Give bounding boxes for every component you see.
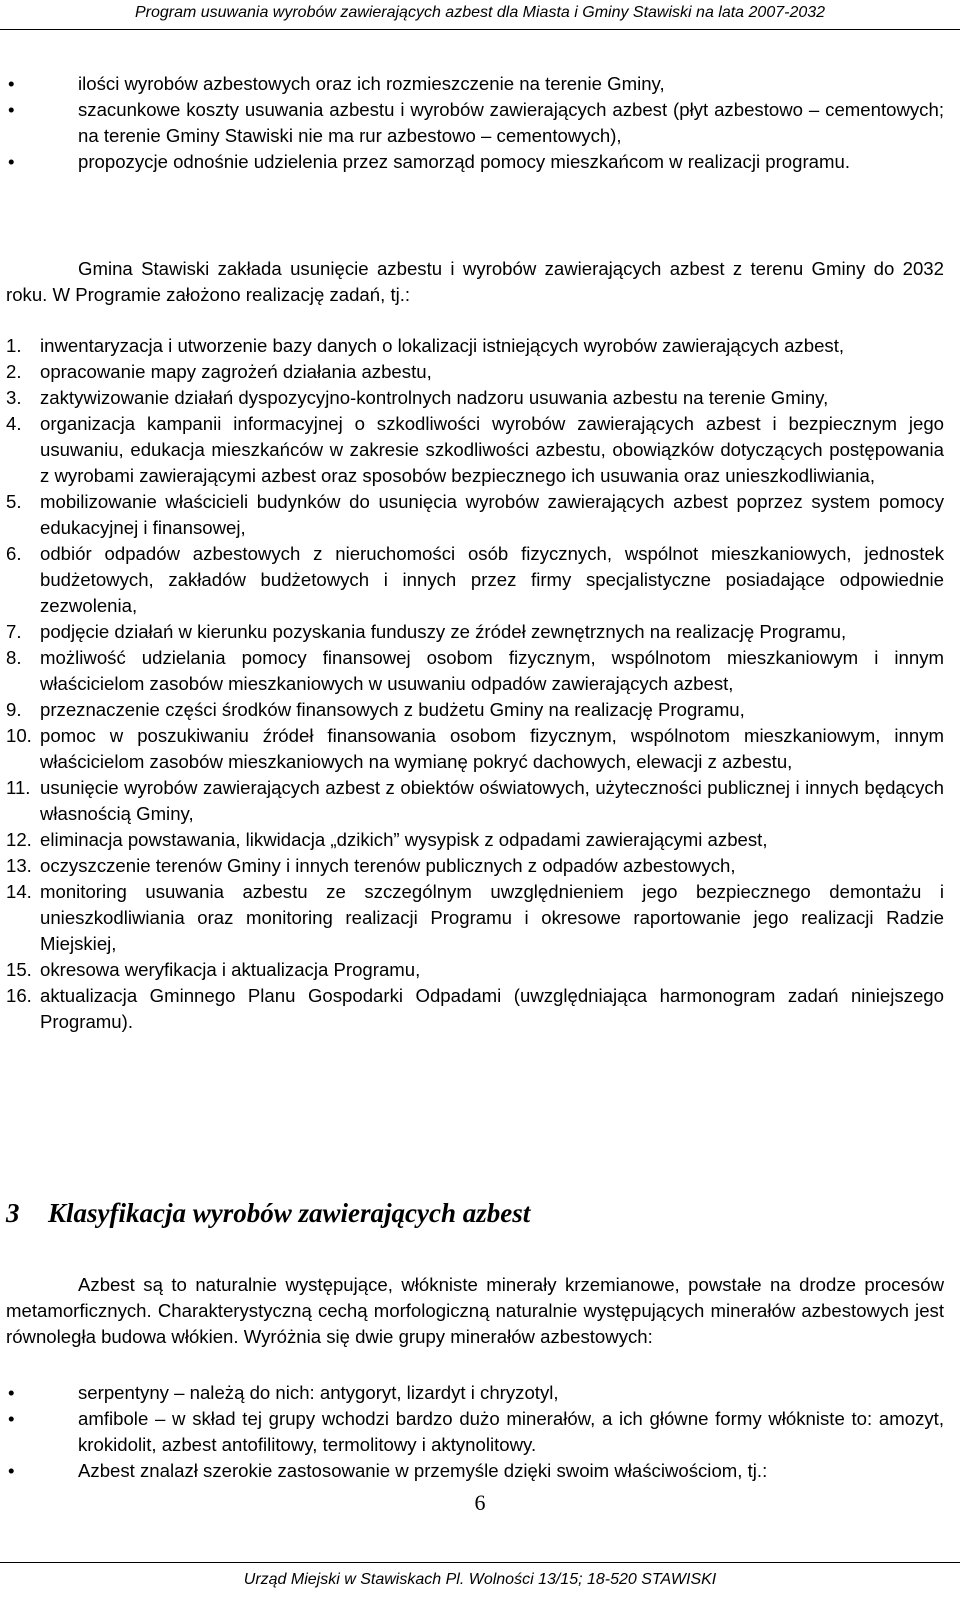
list-item-text: zaktywizowanie działań dyspozycyjno-kontrolnych nadzoru usuwania azbestu na terenie Gminy, <box>40 387 829 408</box>
list-item <box>6 957 944 983</box>
list-item-number: 12. <box>6 829 32 850</box>
bullet-text: Azbest znalazł szerokie zastosowanie w przemyśle dzięki swoim właściwościom, tj.: <box>78 1460 768 1481</box>
footer-rule <box>0 1562 960 1563</box>
list-item-number: 15. <box>6 959 32 980</box>
bullet-text: propozycje odnośnie udzielenia przez samorząd pomocy mieszkańcom w realizacji programu. <box>78 151 850 172</box>
list-item-text: możliwość udzielania pomocy finansowej osobom fizycznym, wspólnotom mieszkaniowym i innym właścicielom zasobów mieszkaniowych w usuwaniu odpadów zawierających azbest, <box>40 647 944 694</box>
section-heading <box>6 1196 530 1230</box>
running-header: Program usuwania wyrobów zawierających azbest dla Miasta i Gminy Stawiski na lata 2007-2032 <box>134 4 826 21</box>
list-item-number: 2. <box>6 361 22 382</box>
bullet-dot-icon: • <box>8 73 15 94</box>
list-item <box>6 489 944 541</box>
bullet-dot-icon: • <box>8 99 15 120</box>
list-item-text: oczyszczenie terenów Gminy i innych terenów publicznych z odpadów azbestowych, <box>40 855 736 876</box>
intro-paragraph: Gmina Stawiski zakłada usunięcie azbestu i wyrobów zawierających azbest z terenu Gminy do 2032 roku. W Programie założono realizację zadań, tj.: <box>6 258 944 305</box>
list-item-number: 10. <box>6 725 32 746</box>
bullet-text: amfibole – w skład tej grupy wchodzi bardzo dużo minerałów, a ich główne formy włókniste to: amozyt, krokidolit, azbest antofilitowy, termolitowy i aktynolitowy. <box>78 1408 944 1455</box>
list-item-text: monitoring usuwania azbestu ze szczególnym uwzględnieniem jego bezpiecznego demontażu i unieszkodliwiania oraz monitoring realizacji Programu i okresowe raportowanie jego realizacji Radzie Miejskiej, <box>40 881 944 954</box>
list-item <box>6 879 944 957</box>
list-item <box>6 697 944 723</box>
running-footer: Urząd Miejski w Stawiskach Pl. Wolności 13/15; 18-520 STAWISKI <box>243 1571 717 1588</box>
list-item-number: 16. <box>6 985 32 1006</box>
list-item <box>6 723 944 775</box>
list-item-number: 14. <box>6 881 32 902</box>
bullet-item <box>0 71 944 97</box>
section-paragraph: Azbest są to naturalnie występujące, włókniste minerały krzemianowe, powstałe na drodze procesów metamorficznych. Charakterystyczną cechą morfologiczną naturalnie występujących minerałów azbestowych jest równoległa budowa włókien. Wyróżnia się dwie grupy minerałów azbestowych: <box>6 1274 944 1347</box>
bullet-text: serpentyny – należą do nich: antygoryt, lizardyt i chryzotyl, <box>78 1382 559 1403</box>
list-item <box>6 541 944 619</box>
list-item <box>6 775 944 827</box>
list-item-text: podjęcie działań w kierunku pozyskania funduszy ze źródeł zewnętrznych na realizację Programu, <box>40 621 847 642</box>
list-item-text: aktualizacja Gminnego Planu Gospodarki Odpadami (uwzględniająca harmonogram zadań niniejszego Programu). <box>40 985 944 1032</box>
list-item <box>6 827 944 853</box>
list-item-text: usunięcie wyrobów zawierających azbest z obiektów oświatowych, użyteczności publicznej i innych będących własnością Gminy, <box>40 777 944 824</box>
list-item <box>6 333 944 359</box>
bullet-list-bottom <box>0 1380 944 1484</box>
bullet-item <box>0 1406 944 1458</box>
list-item-number: 1. <box>6 335 22 356</box>
list-item-number: 4. <box>6 413 22 434</box>
bullet-item <box>0 97 944 149</box>
list-item-text: pomoc w poszukiwaniu źródeł finansowania osobom fizycznym, wspólnotom mieszkaniowym, innym właścicielom zasobów mieszkaniowych na wymianę pokryć dachowych, elewacji z azbestu, <box>40 725 944 772</box>
list-item-number: 7. <box>6 621 22 642</box>
list-item <box>6 411 944 489</box>
bullet-list-top <box>0 71 944 175</box>
list-item-number: 5. <box>6 491 22 512</box>
section-title: Klasyfikacja wyrobów zawierających azbest <box>48 1198 531 1228</box>
list-item-number: 6. <box>6 543 22 564</box>
list-item-number: 9. <box>6 699 22 720</box>
list-item <box>6 983 944 1035</box>
list-item-number: 13. <box>6 855 32 876</box>
list-item-text: opracowanie mapy zagrożeń działania azbestu, <box>40 361 432 382</box>
bullet-dot-icon: • <box>8 1460 15 1481</box>
bullet-dot-icon: • <box>8 1382 15 1403</box>
list-item <box>6 619 944 645</box>
page-number: 6 <box>474 1490 486 1515</box>
list-item-text: mobilizowanie właścicieli budynków do usunięcia wyrobów zawierających azbest poprzez system pomocy edukacyjnej i finansowej, <box>40 491 944 538</box>
section-number: 3 <box>6 1198 20 1228</box>
list-item-text: przeznaczenie części środków finansowych z budżetu Gminy na realizację Programu, <box>40 699 745 720</box>
header-rule <box>0 29 960 30</box>
bullet-dot-icon: • <box>8 1408 15 1429</box>
list-item <box>6 645 944 697</box>
list-item-text: eliminacja powstawania, likwidacja „dzikich” wysypisk z odpadami zawierającymi azbest, <box>40 829 768 850</box>
bullet-item <box>0 1380 944 1406</box>
bullet-item <box>0 1458 944 1484</box>
list-item-number: 11. <box>6 777 31 798</box>
list-item <box>6 359 944 385</box>
list-item <box>6 385 944 411</box>
list-item-number: 3. <box>6 387 22 408</box>
task-list <box>6 333 944 1035</box>
list-item-number: 8. <box>6 647 22 668</box>
list-item-text: inwentaryzacja i utworzenie bazy danych o lokalizacji istniejących wyrobów zawierających azbest, <box>40 335 845 356</box>
bullet-item <box>0 149 944 175</box>
list-item-text: odbiór odpadów azbestowych z nieruchomości osób fizycznych, wspólnot mieszkaniowych, jednostek budżetowych, zakładów budżetowych i innych przez firmy specjalistyczne posiadające odpowiednie zezwolenia, <box>40 543 944 616</box>
bullet-dot-icon: • <box>8 151 15 172</box>
list-item <box>6 853 944 879</box>
bullet-text: ilości wyrobów azbestowych oraz ich rozmieszczenie na terenie Gminy, <box>78 73 665 94</box>
list-item-text: okresowa weryfikacja i aktualizacja Programu, <box>40 959 421 980</box>
bullet-text: szacunkowe koszty usuwania azbestu i wyrobów zawierających azbest (płyt azbestowo – cementowych; na terenie Gminy Stawiski nie ma rur azbestowo – cementowych), <box>78 99 944 146</box>
list-item-text: organizacja kampanii informacyjnej o szkodliwości wyrobów zawierających azbest i bezpiecznym jego usuwaniu, edukacja mieszkańców w zakresie szkodliwości azbestu, obowiązków dotyczących postępowania z wyrobami zawierającymi azbest oraz sposobów bezpiecznego ich usuwania oraz unieszkodliwiania, <box>40 413 944 486</box>
